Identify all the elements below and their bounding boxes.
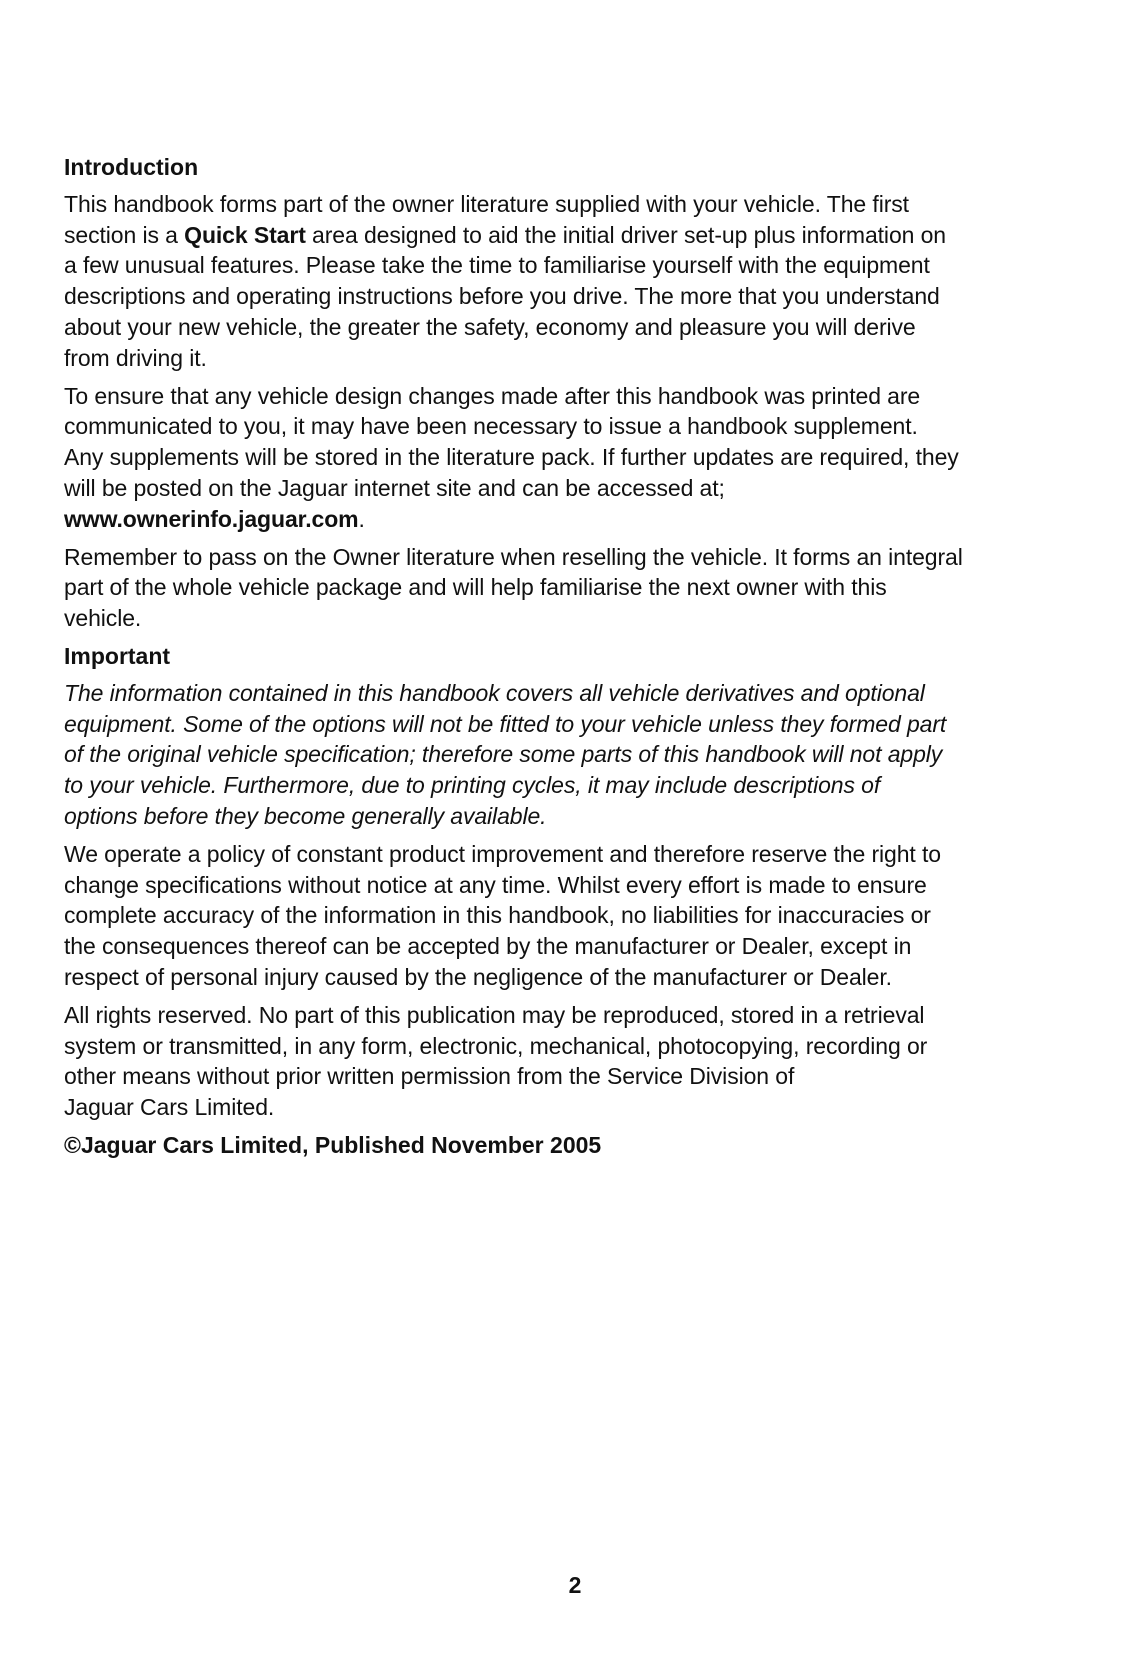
text-line: a few unusual features. Please take the time to familiarise yourself with the equipment xyxy=(64,252,930,279)
introduction-paragraph-3 xyxy=(64,542,1044,634)
text-line: Remember to pass on the Owner literature when reselling the vehicle. It forms an integral xyxy=(64,543,963,570)
text-segment: section is a xyxy=(64,221,185,248)
text-line: complete accuracy of the information in this handbook, no liabilities for inaccuracies or xyxy=(64,902,931,929)
important-paragraph-2 xyxy=(64,839,1044,993)
text-line: vehicle. xyxy=(64,605,142,632)
text-line: options before they become generally available. xyxy=(64,802,547,829)
introduction-heading: Introduction xyxy=(64,154,199,180)
introduction-paragraph-1 xyxy=(64,189,1044,374)
text-line: system or transmitted, in any form, electronic, mechanical, photocopying, recording or xyxy=(64,1032,928,1059)
text-line: of the original vehicle specification; therefore some parts of this handbook will not apply xyxy=(64,741,943,768)
text-line: To ensure that any vehicle design changes made after this handbook was printed are xyxy=(64,382,921,409)
text-line: to your vehicle. Furthermore, due to printing cycles, it may include descriptions of xyxy=(64,772,881,799)
text-segment: . xyxy=(358,505,365,532)
text-line: the consequences thereof can be accepted by the manufacturer or Dealer, except in xyxy=(64,933,912,960)
document-page xyxy=(64,152,1044,1161)
text-line: change specifications without notice at any time. Whilst every effort is made to ensure xyxy=(64,871,927,898)
copyright-notice: ©Jaguar Cars Limited, Published November 2005 xyxy=(64,1131,602,1158)
text-line: We operate a policy of constant product improvement and therefore reserve the right to xyxy=(64,840,941,867)
page-number: 2 xyxy=(568,1572,582,1598)
text-line: descriptions and operating instructions before you drive. The more that you understand xyxy=(64,283,940,310)
important-paragraph-3 xyxy=(64,1000,1044,1123)
quick-start-emphasis: Quick Start xyxy=(184,221,306,248)
introduction-paragraph-2 xyxy=(64,381,1044,535)
important-italic-paragraph xyxy=(64,678,1044,832)
text-line: equipment. Some of the options will not be fitted to your vehicle unless they formed part xyxy=(64,710,947,737)
text-line: Any supplements will be stored in the literature pack. If further updates are required, they xyxy=(64,444,959,471)
text-line: respect of personal injury caused by the negligence of the manufacturer or Dealer. xyxy=(64,963,892,990)
text-line: about your new vehicle, the greater the safety, economy and pleasure you will derive xyxy=(64,313,916,340)
text-line xyxy=(64,220,1044,251)
owner-info-url-link[interactable]: www.ownerinfo.jaguar.com xyxy=(64,505,359,532)
text-segment: area designed to aid the initial driver set-up plus information on xyxy=(305,221,946,248)
text-line: will be posted on the Jaguar internet site and can be accessed at; xyxy=(64,474,725,501)
text-line: All rights reserved. No part of this publication may be reproduced, stored in a retrieval xyxy=(64,1001,925,1028)
text-line: The information contained in this handbook covers all vehicle derivatives and optional xyxy=(64,679,925,706)
text-line: other means without prior written permission from the Service Division of xyxy=(64,1063,795,1090)
important-heading: Important xyxy=(64,642,171,669)
text-line: from driving it. xyxy=(64,344,207,371)
text-line: This handbook forms part of the owner literature supplied with your vehicle. The first xyxy=(64,190,909,217)
text-line xyxy=(64,504,1044,535)
text-line: Jaguar Cars Limited. xyxy=(64,1094,275,1121)
text-line: part of the whole vehicle package and will help familiarise the next owner with this xyxy=(64,574,887,601)
text-line: communicated to you, it may have been necessary to issue a handbook supplement. xyxy=(64,413,918,440)
